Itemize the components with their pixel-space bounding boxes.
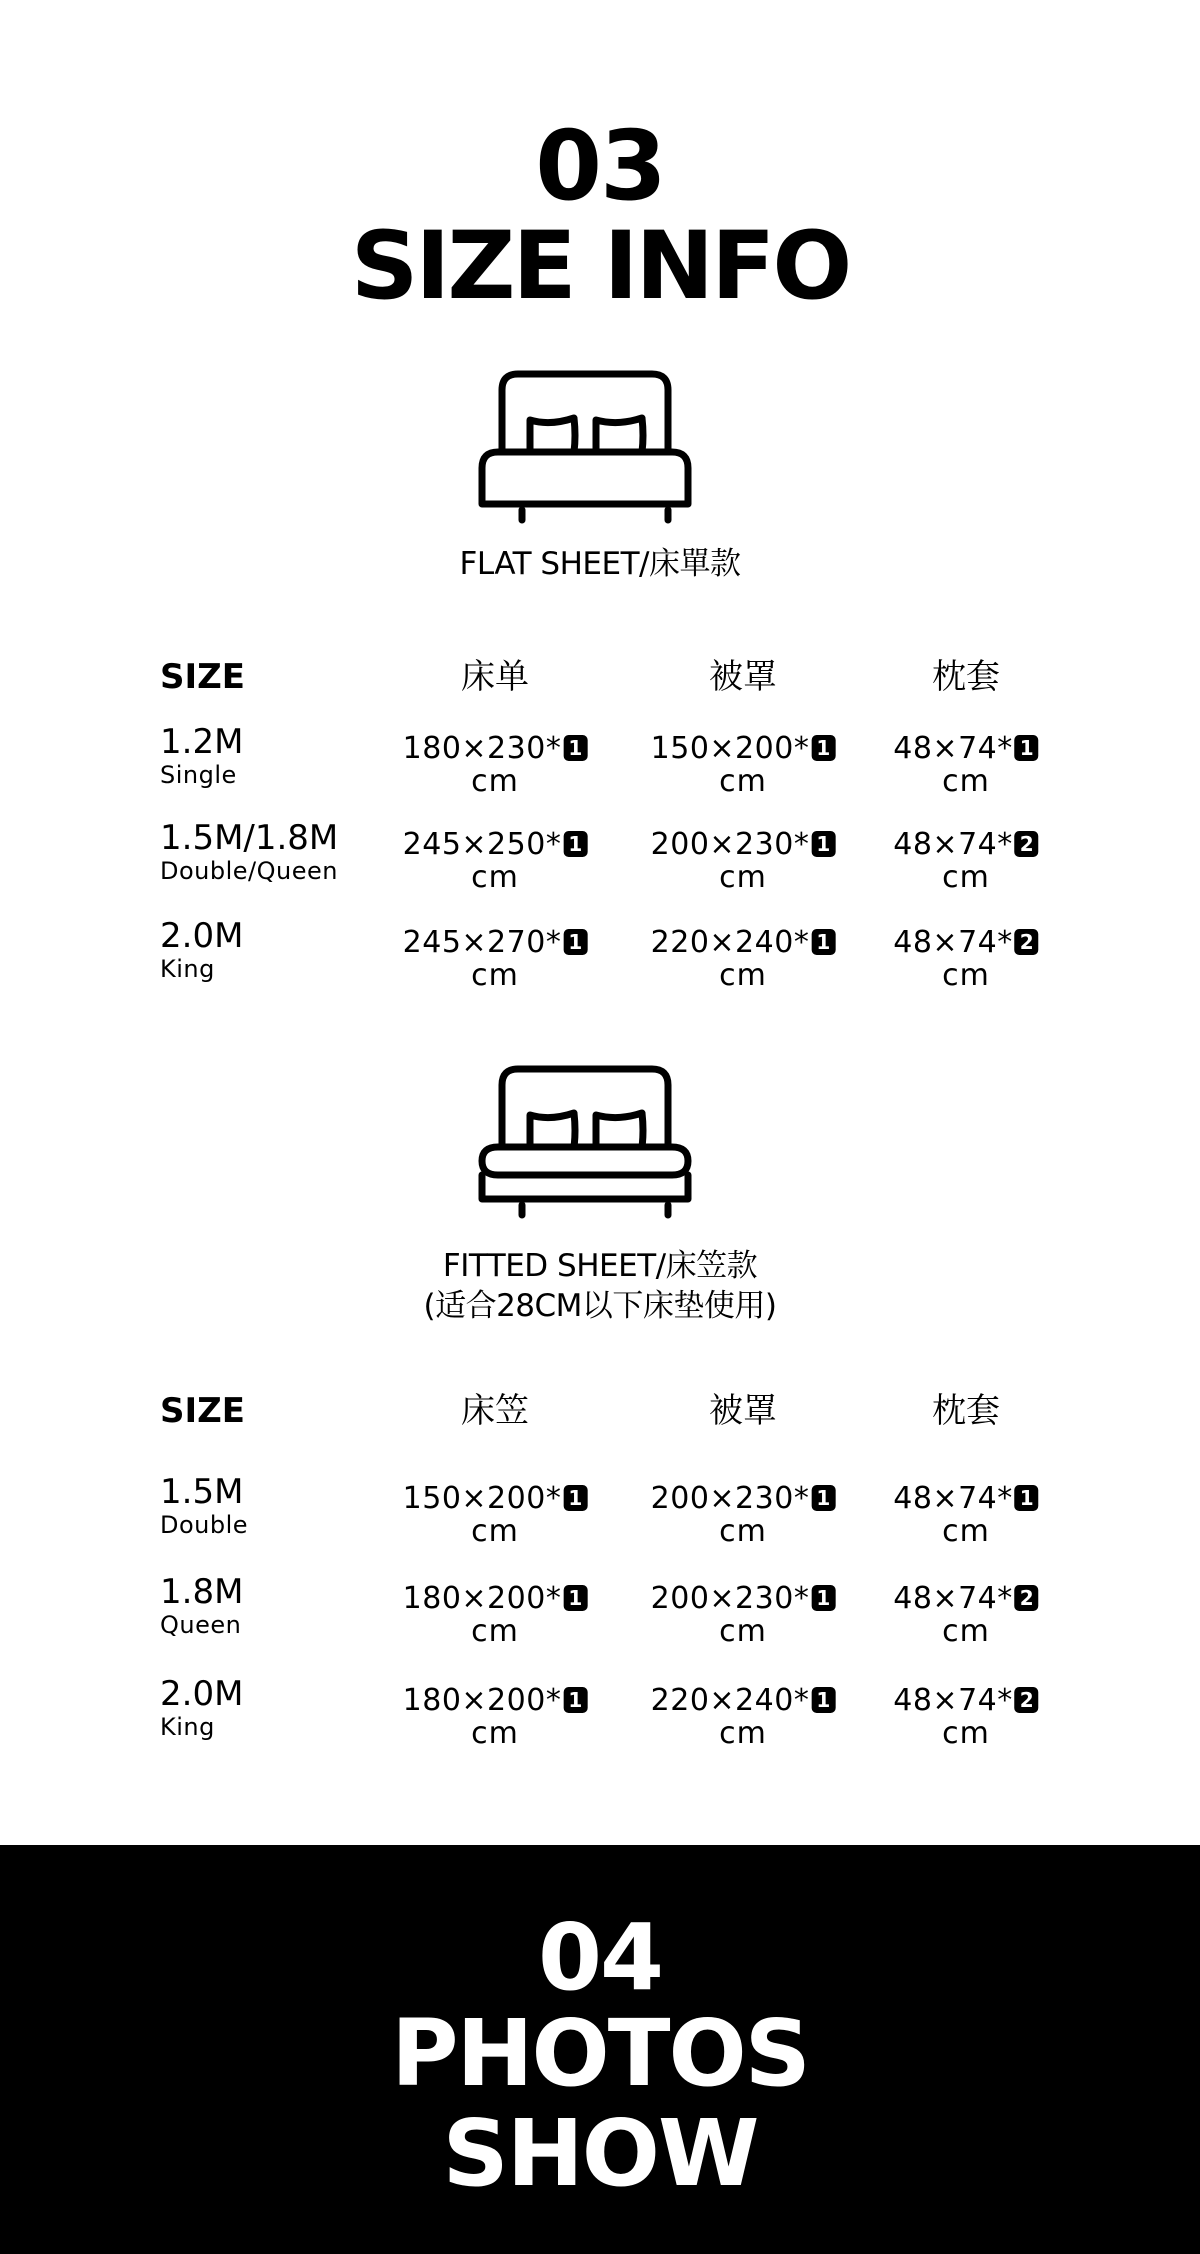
fitted-sheet-note: (适合28CM以下床垫使用) [423, 1288, 777, 1325]
pillowcase-cell: 48×74* 2 cm [893, 926, 1038, 992]
duvet-cell: 220×240* 1 cm [651, 926, 836, 992]
sheet-header: 床单 [461, 657, 529, 697]
bed-with-mattress-icon [470, 1055, 730, 1225]
size-label: 1.8M [160, 1572, 244, 1612]
fitted-sheet-cell: 180×200* 1 cm [403, 1582, 588, 1648]
table-row [0, 1474, 1200, 1564]
size-header: SIZE [160, 657, 246, 697]
pillowcase-cell: 48×74* 1 cm [893, 732, 1038, 798]
size-header: SIZE [160, 1391, 246, 1431]
quantity-badge: 2 [1015, 831, 1039, 857]
pillowcase-header: 枕套 [932, 657, 1000, 697]
quantity-badge: 1 [563, 735, 587, 761]
fitted-sheet-cell: 180×200* 1 cm [403, 1684, 588, 1750]
quantity-badge: 2 [1015, 1585, 1039, 1611]
sheet-cell: 245×270* 1 cm [403, 926, 588, 992]
size-label: 1.5M/1.8M [160, 818, 339, 858]
size-sublabel: Queen [160, 1611, 242, 1640]
size-sublabel: Double/Queen [160, 857, 338, 886]
quantity-badge: 1 [811, 1485, 835, 1511]
sheet-cell: 180×230* 1 cm [403, 732, 588, 798]
pillowcase-header: 枕套 [932, 1391, 1000, 1431]
fitted-sheet-title: FITTED SHEET/床笠款 [442, 1248, 758, 1284]
fitted-sheet-cell: 150×200* 1 cm [403, 1482, 588, 1548]
table-row [0, 918, 1200, 1008]
duvet-cell: 220×240* 1 cm [651, 1684, 836, 1750]
size-label: 1.5M [160, 1472, 244, 1512]
bed-icon [470, 360, 730, 530]
quantity-badge: 1 [563, 1687, 587, 1713]
quantity-badge: 1 [563, 1585, 587, 1611]
fitted-sheet-header: 床笠 [461, 1391, 529, 1431]
duvet-cell: 200×230* 1 cm [651, 1582, 836, 1648]
table-row [0, 1574, 1200, 1664]
size-label: 2.0M [160, 1674, 244, 1714]
pillowcase-cell: 48×74* 2 cm [893, 828, 1038, 894]
size-sublabel: King [160, 1713, 215, 1742]
quantity-badge: 1 [563, 831, 587, 857]
section-number: 04 [537, 1904, 663, 2011]
quantity-badge: 1 [811, 1687, 835, 1713]
quantity-badge: 2 [1015, 929, 1039, 955]
quantity-badge: 2 [1015, 1687, 1039, 1713]
quantity-badge: 1 [563, 1485, 587, 1511]
section-title-line1: PHOTOS [391, 2000, 809, 2107]
table-row [0, 820, 1200, 910]
size-sublabel: King [160, 955, 215, 984]
section-title: SIZE INFO [350, 212, 850, 321]
quantity-badge: 1 [811, 831, 835, 857]
duvet-cell: 200×230* 1 cm [651, 1482, 836, 1548]
flat-sheet-caption: FLAT SHEET/床單款 [459, 546, 741, 582]
table-row [0, 1676, 1200, 1766]
pillowcase-cell: 48×74* 2 cm [893, 1582, 1038, 1648]
size-label: 2.0M [160, 916, 244, 956]
quantity-badge: 1 [563, 929, 587, 955]
duvet-header: 被罩 [709, 657, 777, 697]
sheet-cell: 245×250* 1 cm [403, 828, 588, 894]
quantity-badge: 1 [1015, 1485, 1039, 1511]
quantity-badge: 1 [811, 735, 835, 761]
pillowcase-cell: 48×74* 2 cm [893, 1684, 1038, 1750]
duvet-cell: 150×200* 1 cm [651, 732, 836, 798]
size-label: 1.2M [160, 722, 244, 762]
fitted-sheet-caption [0, 1246, 1200, 1327]
quantity-badge: 1 [811, 929, 835, 955]
duvet-header: 被罩 [709, 1391, 777, 1431]
size-sublabel: Double [160, 1511, 249, 1540]
section-title-line2: SHOW [442, 2100, 758, 2207]
size-sublabel: Single [160, 761, 237, 790]
section-number: 03 [535, 110, 665, 222]
quantity-badge: 1 [1015, 735, 1039, 761]
table-row [0, 724, 1200, 814]
quantity-badge: 1 [811, 1585, 835, 1611]
pillowcase-cell: 48×74* 1 cm [893, 1482, 1038, 1548]
duvet-cell: 200×230* 1 cm [651, 828, 836, 894]
